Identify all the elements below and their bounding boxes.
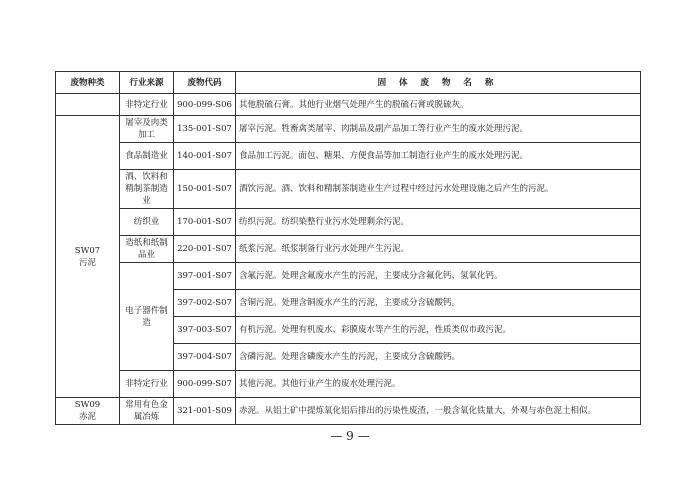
source-cell: 非特定行业 <box>120 371 174 398</box>
name-cell: 含磷污泥。处理含磷废水产生的污泥，主要成分含硫酸钙。 <box>236 344 641 371</box>
name-cell: 赤泥。从铝土矿中提炼氧化铝后排出的污染性废渣，一般含氧化铁量大，外观与赤色泥土相似。 <box>236 398 641 425</box>
source-cell: 屠宰及肉类加工 <box>120 116 174 143</box>
name-cell: 其他脱硫石膏。其他行业烟气处理产生的脱硫石膏或脱硫灰。 <box>236 94 641 116</box>
table-row <box>56 263 641 290</box>
waste-classification-table <box>55 71 641 425</box>
header-waste-name: 固 体 废 物 名 称 <box>236 72 641 94</box>
code-cell: 140-001-S07 <box>174 143 236 170</box>
name-cell: 酒饮污泥。酒、饮料和精制茶制造业生产过程中经过污水处理设施之后产生的污泥。 <box>236 170 641 209</box>
category-name: 赤泥 <box>78 412 96 422</box>
code-cell: 150-001-S07 <box>174 170 236 209</box>
category-cell-sw09 <box>56 398 120 425</box>
source-cell: 酒、饮料和精制茶制造业 <box>120 170 174 209</box>
table-row <box>56 170 641 209</box>
code-cell: 135-001-S07 <box>174 116 236 143</box>
code-cell: 397-003-S07 <box>174 317 236 344</box>
category-name: 污泥 <box>78 257 96 268</box>
header-waste-category: 废物种类 <box>56 72 120 94</box>
category-cell-continued <box>56 94 120 116</box>
table-row <box>56 236 641 263</box>
source-cell: 食品制造业 <box>120 143 174 170</box>
code-cell: 900-099-S07 <box>174 371 236 398</box>
name-cell: 其他污泥。其他行业产生的废水处理污泥。 <box>236 371 641 398</box>
table-row <box>56 209 641 236</box>
name-cell: 食品加工污泥。面包、糖果、方便食品等加工制造行业产生的废水处理污泥。 <box>236 143 641 170</box>
source-cell-electronics: 电子器件制造 <box>120 263 174 371</box>
source-cell: 非特定行业 <box>120 94 174 116</box>
code-cell: 397-002-S07 <box>174 290 236 317</box>
header-waste-code: 废物代码 <box>174 72 236 94</box>
name-cell: 纺织污泥。纺织染整行业污水处理剩余污泥。 <box>236 209 641 236</box>
category-code: SW09 <box>74 400 101 410</box>
name-cell: 纸浆污泥。纸浆制备行业污水处理产生污泥。 <box>236 236 641 263</box>
header-industry-source: 行业来源 <box>120 72 174 94</box>
code-cell: 900-099-S06 <box>174 94 236 116</box>
code-cell: 397-001-S07 <box>174 263 236 290</box>
name-cell: 有机污泥。处理有机废水、彩膜废水等产生的污泥，性质类似市政污泥。 <box>236 317 641 344</box>
category-cell-sw07 <box>56 116 120 398</box>
category-code: SW07 <box>74 245 101 256</box>
table-row <box>56 116 641 143</box>
name-cell: 屠宰污泥。牲畜禽类屠宰、肉制品及副产品加工等行业产生的废水处理污泥。 <box>236 116 641 143</box>
source-cell: 纺织业 <box>120 209 174 236</box>
code-cell: 321-001-S09 <box>174 398 236 425</box>
source-cell: 造纸和纸制品业 <box>120 236 174 263</box>
code-cell: 397-004-S07 <box>174 344 236 371</box>
name-cell: 含铜污泥。处理含铜废水产生的污泥，主要成分含硫酸钙。 <box>236 290 641 317</box>
name-cell: 含氟污泥。处理含氟废水产生的污泥，主要成分含氟化钙、氢氧化钙。 <box>236 263 641 290</box>
table-row <box>56 143 641 170</box>
table-row <box>56 371 641 398</box>
page-number: — 9 — <box>330 429 370 443</box>
code-cell: 170-001-S07 <box>174 209 236 236</box>
code-cell: 220-001-S07 <box>174 236 236 263</box>
source-cell: 常用有色金属冶炼 <box>120 398 174 425</box>
table-row <box>56 94 641 116</box>
table-row <box>56 398 641 425</box>
